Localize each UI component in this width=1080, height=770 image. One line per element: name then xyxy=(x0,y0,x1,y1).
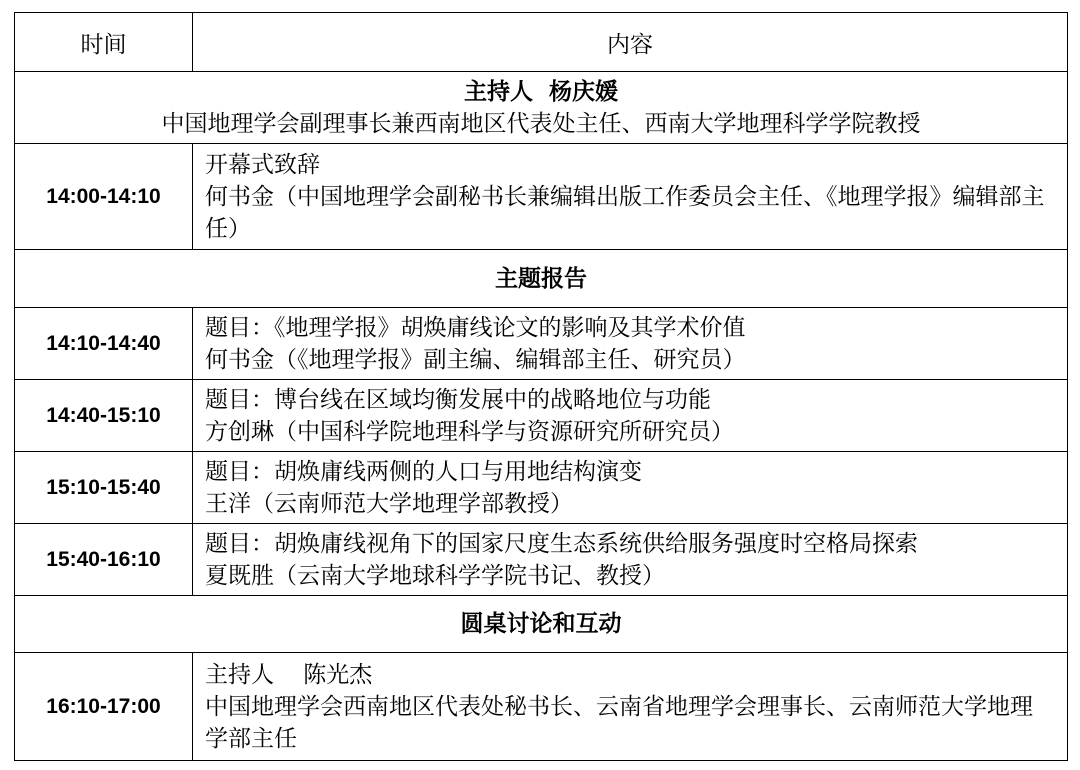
table-row xyxy=(15,380,1068,452)
opening-title: 开幕式致辞 xyxy=(205,151,320,178)
keynote-section-row xyxy=(15,250,1068,308)
row-time: 14:10-14:40 xyxy=(15,308,193,380)
header-time: 时间 xyxy=(15,13,193,72)
roundtable-host-title: 中国地理学会西南地区代表处秘书长、云南省地理学会理事长、云南师范大学地理学部主任 xyxy=(205,693,1033,752)
report-title: 题目：胡焕庸线视角下的国家尺度生态系统供给服务强度时空格局探索 xyxy=(205,530,918,557)
row-time: 14:00-14:10 xyxy=(15,144,193,250)
keynote-section-label: 主题报告 xyxy=(15,250,1068,308)
table-header-row xyxy=(15,13,1068,72)
table-row xyxy=(15,653,1068,761)
opening-host: 主持人 杨庆媛 xyxy=(463,77,618,105)
report-title: 题目：《地理学报》胡焕庸线论文的影响及其学术价值 xyxy=(205,314,746,341)
opening-speaker: 何书金（中国地理学会副秘书长兼编辑出版工作委员会主任、《地理学报》编辑部主任） xyxy=(205,183,1045,242)
row-time: 16:10-17:00 xyxy=(15,653,193,761)
report-speaker: 王洋（云南师范大学地理学部教授） xyxy=(205,490,573,517)
roundtable-section-row xyxy=(15,596,1068,653)
agenda-table xyxy=(14,12,1068,761)
report-speaker: 何书金（《地理学报》副主编、编辑部主任、研究员） xyxy=(205,346,746,373)
row-time: 14:40-15:10 xyxy=(15,380,193,452)
header-content: 内容 xyxy=(193,13,1068,72)
report-title: 题目：博台线在区域均衡发展中的战略地位与功能 xyxy=(205,386,711,413)
table-row xyxy=(15,524,1068,596)
table-row xyxy=(15,308,1068,380)
roundtable-section-label: 圆桌讨论和互动 xyxy=(15,596,1068,653)
table-row xyxy=(15,452,1068,524)
row-time: 15:40-16:10 xyxy=(15,524,193,596)
roundtable-host: 主持人 陈光杰 xyxy=(205,661,373,688)
report-speaker: 夏既胜（云南大学地球科学学院书记、教授） xyxy=(205,562,665,589)
report-title: 题目：胡焕庸线两侧的人口与用地结构演变 xyxy=(205,458,642,485)
report-speaker: 方创琳（中国科学院地理科学与资源研究所研究员） xyxy=(205,418,734,445)
row-time: 15:10-15:40 xyxy=(15,452,193,524)
opening-host-title: 中国地理学会副理事长兼西南地区代表处主任、西南大学地理科学学院教授 xyxy=(161,110,921,137)
opening-host-row xyxy=(15,72,1068,144)
table-row xyxy=(15,144,1068,250)
